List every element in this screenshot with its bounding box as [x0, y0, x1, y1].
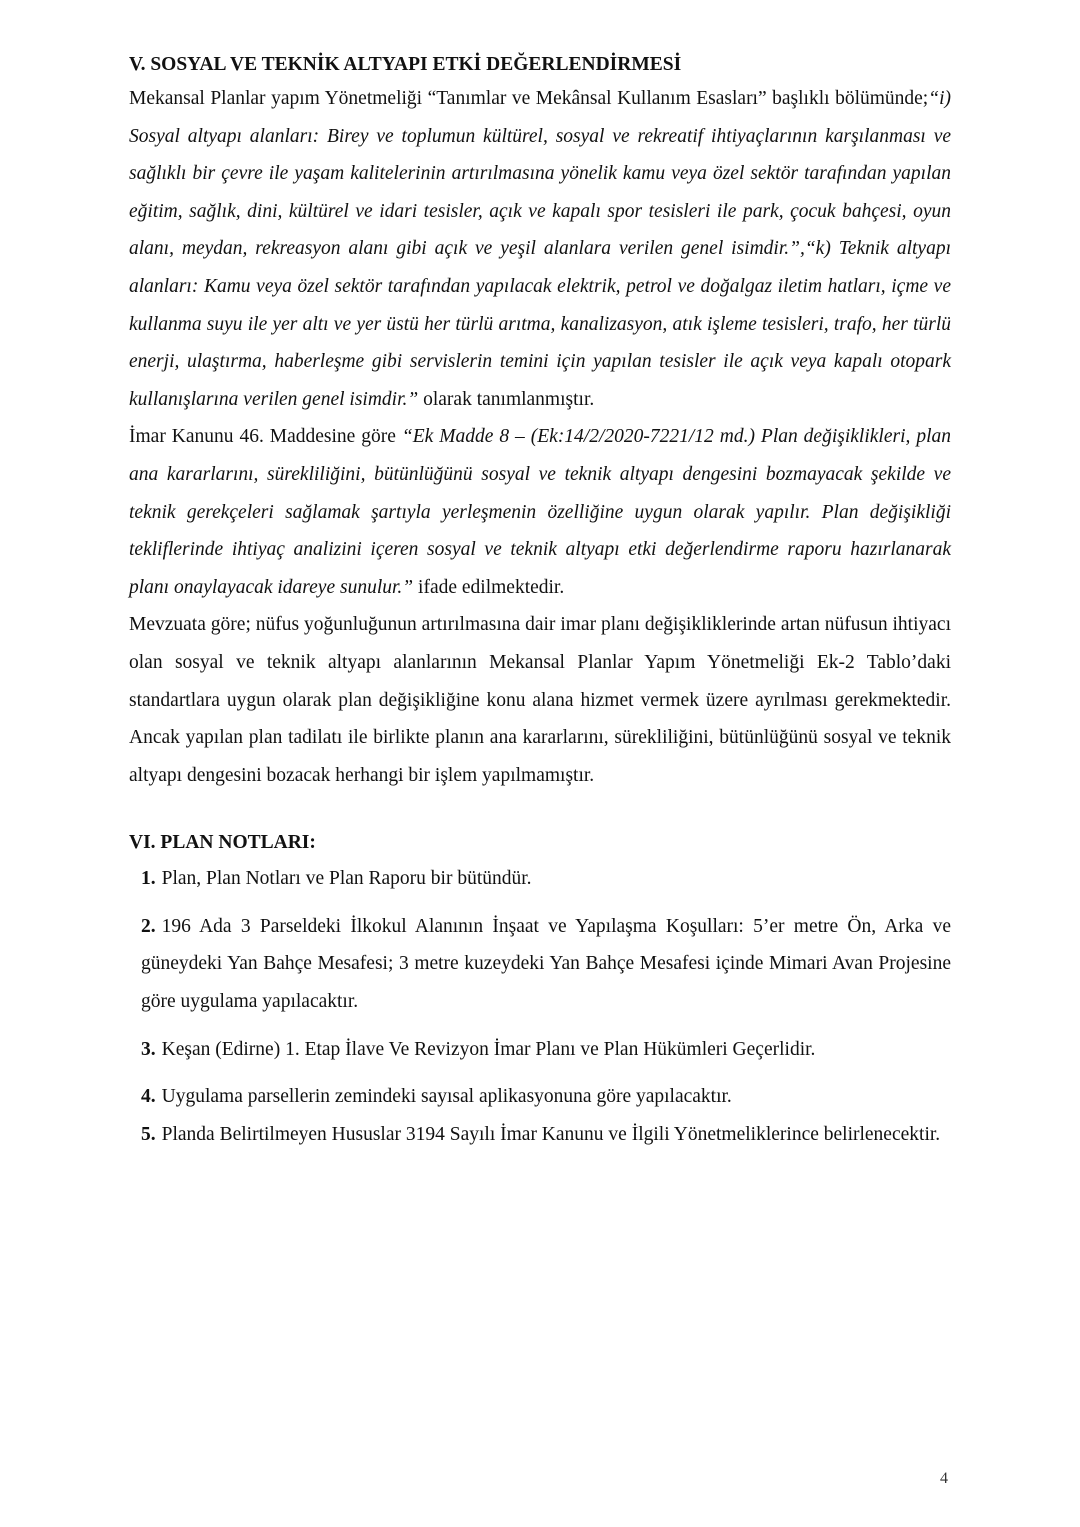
plan-note-number: 4. — [141, 1086, 156, 1108]
plan-note-number: 1. — [141, 868, 156, 890]
plan-note-text: Keşan (Edirne) 1. Etap İlave Ve Revizyon İmar Planı ve Plan Hükümleri Geçerlidir. — [161, 1038, 816, 1060]
plan-note-item — [141, 908, 951, 1021]
plan-note-item — [141, 860, 951, 898]
plan-note-number: 2. — [141, 915, 156, 937]
paragraph-definitions — [129, 80, 951, 418]
paragraph-imar-kanunu — [129, 418, 951, 606]
paragraph-imar-kanunu-quote: “Ek Madde 8 – (Ek:14/2/2020-7221/12 md.) Plan değişiklikleri, plan ana kararlarını, sürekliliğini, bütünlüğünü sosyal ve teknik altyapı dengesini bozmayacak şekilde ve teknik gerekçeleri sağlamak şartıyla yerleşmenin özelliğine uygun olarak yapılır. Plan değişikliği tekliflerinde ihtiyaç analizini içeren sosyal ve teknik altyapı etki değerlendirme raporu hazırlanarak planı onaylayacak idareye sunulur.” — [129, 426, 951, 598]
section-5-title: V. SOSYAL VE TEKNİK ALTYAPI ETKİ DEĞERLENDİRMESİ — [129, 54, 682, 75]
paragraph-mevzuat: Mevzuata göre; nüfus yoğunluğunun artırılmasına dair imar planı değişikliklerinde artan nüfusun ihtiyacı olan sosyal ve teknik altyapı alanlarının Mekansal Planlar Yapım Yönetmeliği Ek-2 Tablo’daki standartlara uygun olarak plan değişikliğine konu alana hizmet vermek üzere ayrılması gerekmektedir. Ancak yapılan plan tadilatı ile birlikte planın ana kararlarını, sürekliliğini, bütünlüğünü sosyal ve teknik altyapı dengesini bozacak herhangi bir işlem yapılmamıştır. — [129, 614, 951, 786]
plan-note-number: 3. — [141, 1038, 156, 1060]
paragraph-definitions-outro: olarak tanımlanmıştır. — [418, 388, 595, 410]
document-page — [129, 50, 951, 1153]
page-number: 4 — [940, 1470, 948, 1487]
plan-note-text: Planda Belirtilmeyen Hususlar 3194 Sayılı İmar Kanunu ve İlgili Yönetmeliklerince belirlenecektir. — [161, 1123, 941, 1145]
plan-note-item — [141, 1116, 951, 1154]
plan-note-item — [141, 1078, 951, 1116]
plan-note-text: 196 Ada 3 Parseldeki İlkokul Alanının İnşaat ve Yapılaşma Koşulları: 5’er metre Ön, Arka ve güneydeki Yan Bahçe Mesafesi; 3 metre kuzeydeki Yan Bahçe Mesafesi içinde Mimari Avan Projesine göre uygulama yapılacaktır. — [141, 915, 951, 1013]
plan-note-number: 5. — [141, 1123, 156, 1145]
plan-notes-list — [141, 860, 951, 1153]
paragraph-imar-kanunu-outro: ifade edilmektedir. — [413, 576, 565, 598]
plan-note-item — [141, 1031, 951, 1069]
plan-note-text: Plan, Plan Notları ve Plan Raporu bir bütündür. — [161, 868, 532, 890]
paragraph-definitions-quote: “i) Sosyal altyapı alanları: Birey ve toplumun kültürel, sosyal ve rekreatif ihtiyaçlarının karşılanması ve sağlıklı bir çevre ile yaşam kalitelerinin artırılmasına yönelik kamu veya özel sektör tarafından yapılan eğitim, sağlık, dini, kültürel ve idari tesisler, açık ve kapalı spor tesisleri ile park, çocuk bahçesi, oyun alanı, meydan, rekreasyon alanı gibi açık ve yeşil alanlara verilen genel isimdir.”,“k) Teknik altyapı alanları: Kamu veya özel sektör tarafından yapılacak elektrik, petrol ve doğalgaz iletim hatları, içme ve kullanma suyu ile yer altı ve yer üstü her türlü arıtma, kanalizasyon, atık işleme tesisleri, trafo, her türlü enerji, ulaştırma, haberleşme gibi servislerin temini için yapılan tesisler ile açık veya kapalı otopark kullanışlarına verilen genel isimdir.” — [129, 88, 951, 410]
plan-note-text: Uygulama parsellerin zemindeki sayısal aplikasyonuna göre yapılacaktır. — [161, 1086, 732, 1108]
paragraph-imar-kanunu-intro: İmar Kanunu 46. Maddesine göre — [129, 426, 402, 448]
section-6-title: VI. PLAN NOTLARI: — [129, 832, 316, 854]
paragraph-definitions-intro: Mekansal Planlar yapım Yönetmeliği “Tanımlar ve Mekânsal Kullanım Esasları” başlıklı bölümünde; — [129, 88, 929, 109]
